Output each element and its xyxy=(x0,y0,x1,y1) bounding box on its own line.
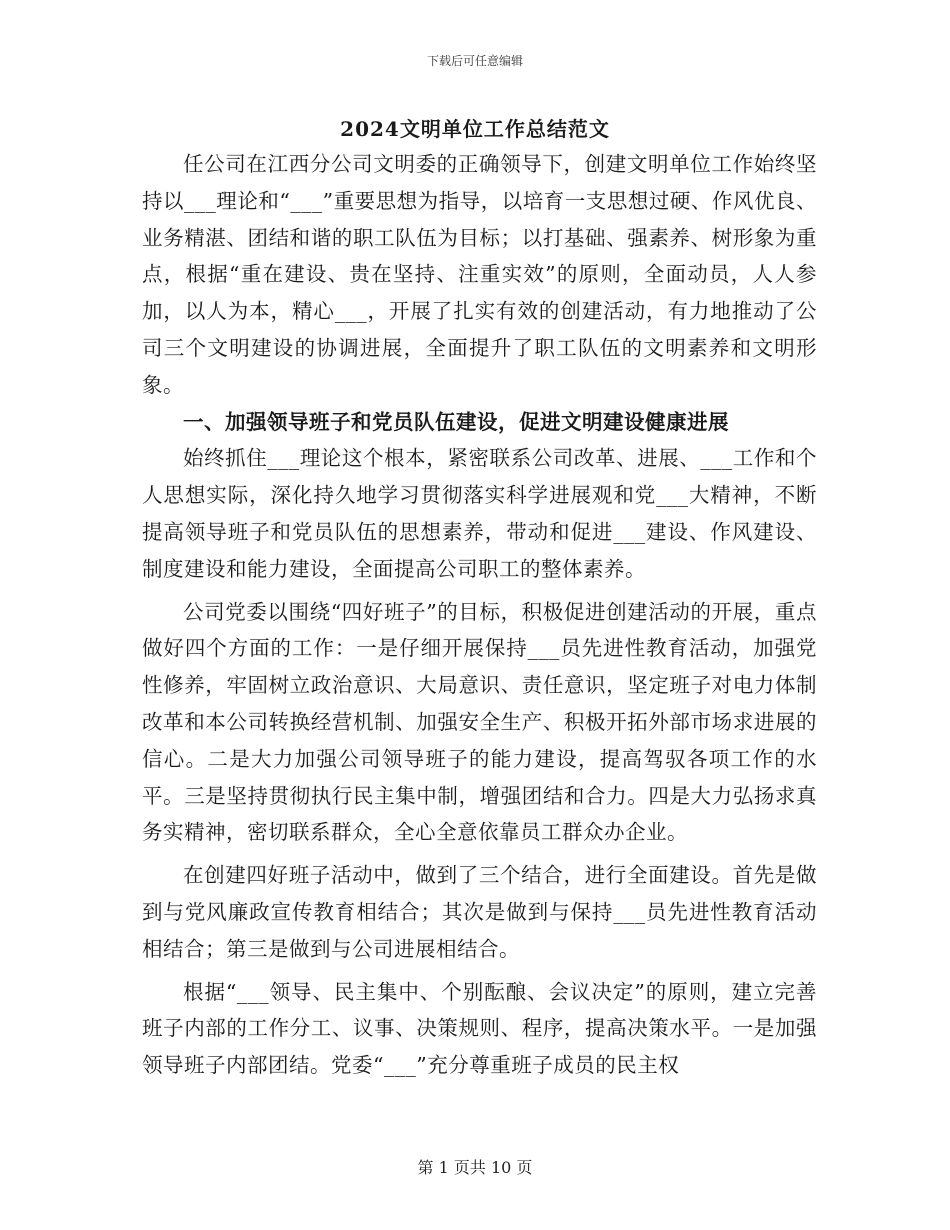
intro-paragraph: 任公司在江西分公司文明委的正确领导下，创建文明单位工作始终坚持以___理论和“___”重要思想为指导，以培育一支思想过硬、作风优良、业务精湛、团结和谐的职工队伍为目标；以打基础、强素养、树形象为重点，根据“重在建设、贵在坚持、注重实效”的原则，全面动员，人人参加，以人为本，精心___，开展了扎实有效的创建活动，有力地推动了公司三个文明建设的协调进展，全面提升了职工队伍的文明素养和文明形象。 xyxy=(142,152,817,397)
body-paragraph-3: 在创建四好班子活动中，做到了三个结合，进行全面建设。首先是做到与党风廉政宣传教育相结合；其次是做到与保持___员先进性教育活动相结合；第三是做到与公司进展相结合。 xyxy=(142,863,817,961)
page-number: 第 1 页共 10 页 xyxy=(417,1158,533,1177)
body-paragraph-4: 根据“___领导、民主集中、个别酝酿、会议决定”的原则，建立完善班子内部的工作分工、议事、决策规则、程序，提高决策水平。一是加强领导班子内部团结。党委“___”充分尊重班子成员的民主权 xyxy=(142,979,817,1078)
section-heading-1: 一、加强领导班子和党员队伍建设，促进文明建设健康进展 xyxy=(183,409,729,434)
document-body xyxy=(142,146,817,1084)
body-paragraph-1: 始终抓住___理论这个根本，紧密联系公司改革、进展、___工作和个人思想实际，深化持久地学习贯彻落实科学进展观和党___大精神，不断提高领导班子和党员队伍的思想素养，带动和促进___建设、作风建设、制度建设和能力建设，全面提高公司职工的整体素养。 xyxy=(142,446,817,581)
body-paragraph-2: 公司党委以围绕“四好班子”的目标，积极促进创建活动的开展，重点做好四个方面的工作：一是仔细开展保持___员先进性教育活动，加强党性修养，牢固树立政治意识、大局意识、责任意识，坚定班子对电力体制改革和本公司转换经营机制、加强安全生产、积极开拓外部市场求进展的信心。二是大力加强公司领导班子的能力建设，提高驾驭各项工作的水平。三是坚持贯彻执行民主集中制，增强团结和合力。四是大力弘扬求真务实精神，密切联系群众，全心全意依靠员工群众办企业。 xyxy=(142,599,817,845)
document-title: 2024文明单位工作总结范文 xyxy=(340,117,610,141)
page-header-note: 下载后可任意编辑 xyxy=(426,54,523,68)
